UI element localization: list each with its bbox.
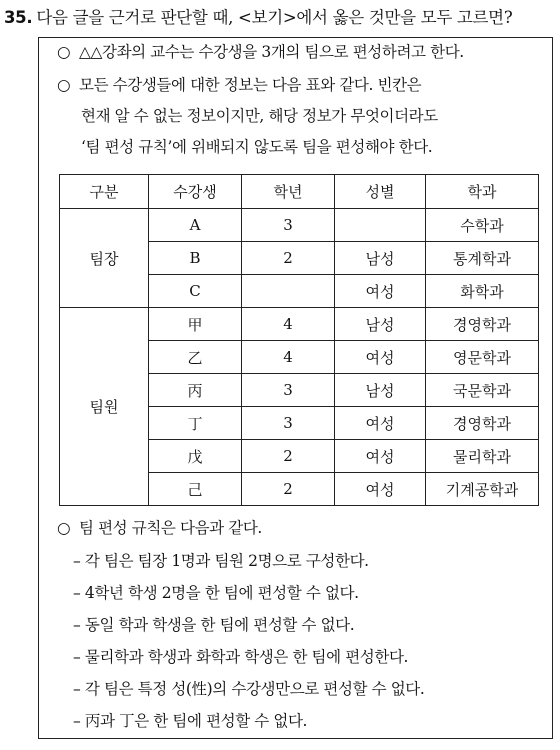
cell-name: B: [149, 242, 242, 275]
passage-box: [38, 37, 553, 739]
dash-icon: –: [73, 552, 81, 570]
dash-icon: –: [73, 680, 81, 698]
cell-grade: 2: [242, 242, 335, 275]
cell-name: 丙: [149, 374, 242, 407]
table-row: [60, 308, 539, 341]
cell-dept: 경영학과: [426, 308, 539, 341]
group-member-cell: 팀원: [60, 308, 149, 506]
rule-item: – 4학년 학생 2명을 한 팀에 편성할 수 없다.: [73, 584, 359, 602]
rules-intro: ○ 팀 편성 규칙은 다음과 같다.: [39, 516, 554, 540]
cell-dept: 국문학과: [426, 374, 539, 407]
dash-icon: –: [73, 616, 81, 634]
passage-line-2: ○ 모든 수강생들에 대한 정보는 다음 표와 같다. 빈칸은: [39, 73, 554, 97]
rule-item: – 각 팀은 특정 성(性)의 수강생만으로 편성할 수 없다.: [73, 680, 425, 698]
cell-grade: 4: [242, 341, 335, 374]
cell-grade: 2: [242, 440, 335, 473]
cell-name: A: [149, 209, 242, 242]
cell-gender: 여성: [335, 341, 426, 374]
bullet-circle-icon: ○: [57, 519, 71, 537]
cell-name: 甲: [149, 308, 242, 341]
cell-grade: 3: [242, 407, 335, 440]
cell-dept: 수학과: [426, 209, 539, 242]
cell-dept: 영문학과: [426, 341, 539, 374]
cell-dept: 기계공학과: [426, 473, 539, 506]
cell-gender: [335, 209, 426, 242]
rule-item: – 각 팀은 팀장 1명과 팀원 2명으로 구성한다.: [73, 552, 369, 570]
cell-gender: 남성: [335, 374, 426, 407]
table-header-row: [60, 175, 539, 209]
rule-item: – 물리학과 학생과 화학과 학생은 한 팀에 편성한다.: [73, 648, 409, 666]
cell-dept: 화학과: [426, 275, 539, 308]
dash-icon: –: [73, 584, 81, 602]
cell-name: 乙: [149, 341, 242, 374]
cell-gender: 여성: [335, 473, 426, 506]
table-row: [60, 209, 539, 242]
dash-icon: –: [73, 712, 81, 730]
cell-grade: [242, 275, 335, 308]
cell-name: 戊: [149, 440, 242, 473]
header-dept: 학과: [426, 175, 539, 209]
cell-dept: 경영학과: [426, 407, 539, 440]
student-table: [59, 174, 539, 506]
passage-line-4: ‘팀 편성 규칙’에 위배되지 않도록 팀을 편성해야 한다.: [81, 138, 433, 156]
header-grade: 학년: [242, 175, 335, 209]
question-number: 35.: [4, 8, 33, 27]
dash-icon: –: [73, 648, 81, 666]
group-leader-cell: 팀장: [60, 209, 149, 308]
cell-dept: 통계학과: [426, 242, 539, 275]
cell-gender: 남성: [335, 308, 426, 341]
cell-name: 丁: [149, 407, 242, 440]
question-stem: [4, 4, 558, 30]
cell-grade: 4: [242, 308, 335, 341]
cell-dept: 물리학과: [426, 440, 539, 473]
cell-name: 己: [149, 473, 242, 506]
cell-grade: 3: [242, 374, 335, 407]
cell-name: C: [149, 275, 242, 308]
cell-grade: 3: [242, 209, 335, 242]
passage-line-3: 현재 알 수 없는 정보이지만, 해당 정보가 무엇이더라도: [81, 107, 438, 125]
cell-gender: 여성: [335, 440, 426, 473]
passage-line-1: ○ △△강좌의 교수는 수강생을 3개의 팀으로 편성하려고 한다.: [39, 40, 554, 64]
bullet-circle-icon: ○: [57, 43, 71, 61]
rule-item: – 동일 학과 학생을 한 팀에 편성할 수 없다.: [73, 616, 355, 634]
question-text: 다음 글을 근거로 판단할 때, <보기>에서 옳은 것만을 모두 고르면?: [36, 8, 513, 27]
cell-gender: 남성: [335, 242, 426, 275]
cell-grade: 2: [242, 473, 335, 506]
rule-item: – 丙과 丁은 한 팀에 편성할 수 없다.: [73, 712, 308, 730]
header-gender: 성별: [335, 175, 426, 209]
cell-gender: 여성: [335, 407, 426, 440]
header-student: 수강생: [149, 175, 242, 209]
cell-gender: 여성: [335, 275, 426, 308]
header-category: 구분: [60, 175, 149, 209]
bullet-circle-icon: ○: [57, 76, 71, 94]
